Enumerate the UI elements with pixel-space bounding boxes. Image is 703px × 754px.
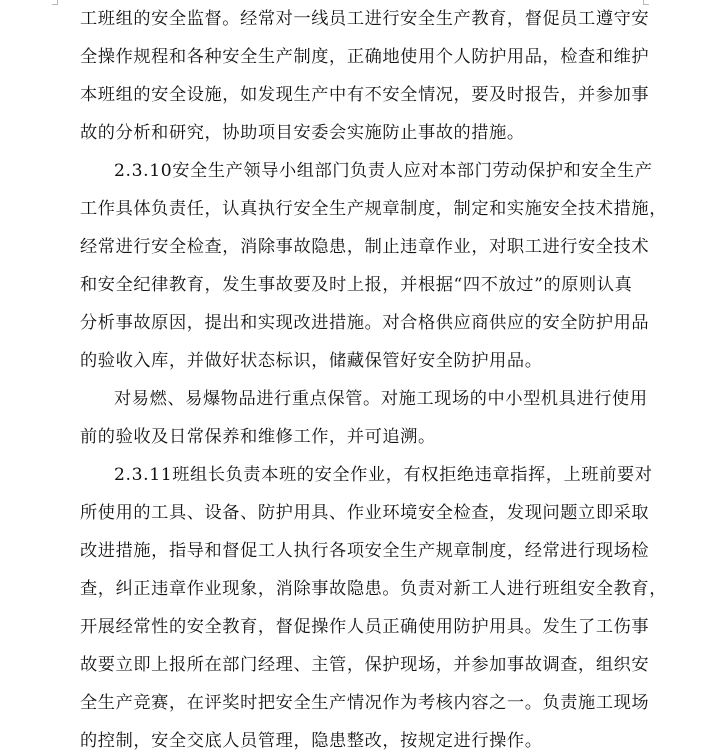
section-2-3-10-first-line: 2.3.10安全生产领导小组部门负责人应对本部门劳动保护和安全生产 (114, 161, 653, 181)
body-text-line: 故的分析和研究，协助项目安委会实施防止事故的措施。 (80, 123, 525, 143)
body-text-line: 的验收入库，并做好状态标识，储藏保管好安全防护用品。 (80, 351, 543, 371)
body-text-line: 分析事故原因，提出和实现改进措施。对合格供应商供应的安全防护用品 (80, 313, 650, 333)
page-corner-mark-left-h (52, 4, 58, 5)
body-text-line: 工作具体负责任，认真执行安全生产规章制度，制定和实施安全技术措施， (80, 199, 667, 219)
body-text-line: 改进措施，指导和督促工人执行各项安全生产规章制度，经常进行现场检 (80, 541, 650, 561)
body-text-line: 的控制，安全交底人员管理，隐患整改，按规定进行操作。 (80, 731, 543, 751)
body-text-line: 前的验收及日常保养和维修工作，并可追溯。 (80, 427, 436, 447)
body-text-line: 经常进行安全检查，消除事故隐患，制止违章作业，对职工进行安全技术 (80, 237, 650, 257)
body-text-line: 和安全纪律教育，发生事故要及时上报，并根据“四不放过”的原则认真 (80, 275, 633, 295)
body-text-line: 开展经常性的安全教育，督促操作人员正确使用防护用具。发生了工伤事 (80, 617, 650, 637)
body-text-line: 查，纠正违章作业现象，消除事故隐患。负责对新工人进行班组安全教育， (80, 579, 667, 599)
body-text-line: 故要立即上报所在部门经理、主管，保护现场，并参加事故调查，组织安 (80, 655, 650, 675)
page-corner-mark-right-h (643, 4, 649, 5)
body-text-line: 全生产竞赛，在评奖时把安全生产情况作为考核内容之一。负责施工现场 (80, 693, 650, 713)
section-2-3-11-first-line: 2.3.11班组长负责本班的安全作业，有权拒绝违章指挥，上班前要对 (114, 465, 653, 485)
paragraph-first-line: 对易燃、易爆物品进行重点保管。对施工现场的中小型机具进行使用 (114, 389, 648, 409)
body-text-line: 工班组的安全监督。经常对一线员工进行安全生产教育，督促员工遵守安 (80, 9, 650, 29)
body-text-line: 本班组的安全设施，如发现生产中有不安全情况，要及时报告，并参加事 (80, 85, 650, 105)
body-text-line: 全操作规程和各种安全生产制度，正确地使用个人防护用品，检查和维护 (80, 47, 650, 67)
body-text-line: 所使用的工具、设备、防护用具、作业环境安全检查，发现问题立即采取 (80, 503, 650, 523)
